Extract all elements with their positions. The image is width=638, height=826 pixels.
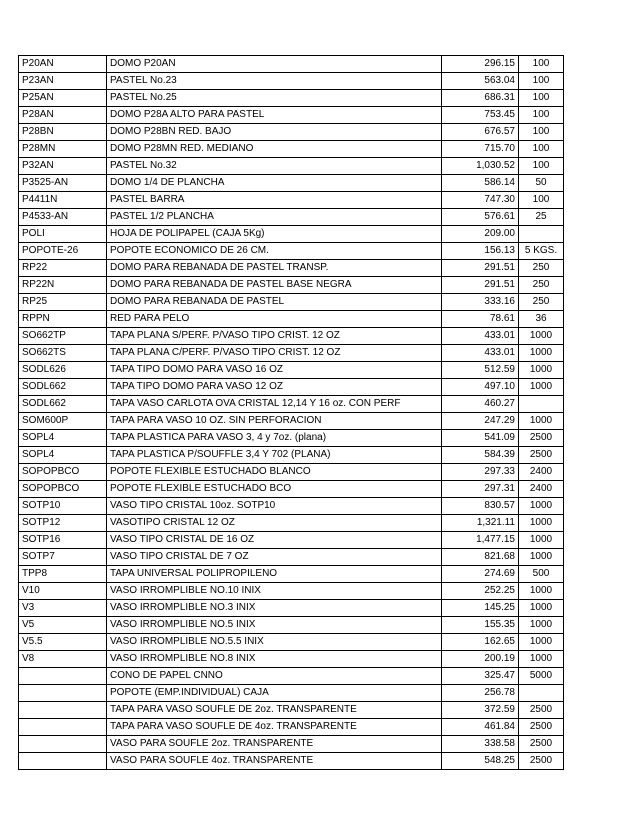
product-quantity-cell: 5000 [519, 668, 564, 685]
product-price-cell: 461.84 [442, 719, 519, 736]
product-quantity-cell: 100 [519, 90, 564, 107]
table-row [19, 634, 564, 651]
product-price-cell: 200.19 [442, 651, 519, 668]
table-row [19, 515, 564, 532]
product-price-cell: 78.61 [442, 311, 519, 328]
product-description-cell: TAPA PARA VASO SOUFLE DE 4oz. TRANSPARENTE [107, 719, 442, 736]
product-code-cell: SOTP7 [19, 549, 107, 566]
product-code-cell: RPPN [19, 311, 107, 328]
product-description-cell: VASO IRROMPLIBLE NO.8 INIX [107, 651, 442, 668]
product-quantity-cell: 1000 [519, 651, 564, 668]
product-code-cell: SODL662 [19, 379, 107, 396]
table-row [19, 379, 564, 396]
table-row [19, 226, 564, 243]
product-description-cell: VASO TIPO CRISTAL 10oz. SOTP10 [107, 498, 442, 515]
product-description-cell: PASTEL 1/2 PLANCHA [107, 209, 442, 226]
product-quantity-cell: 1000 [519, 532, 564, 549]
product-quantity-cell: 5 KGS. [519, 243, 564, 260]
table-row [19, 532, 564, 549]
product-price-cell: 333.16 [442, 294, 519, 311]
product-price-cell: 372.59 [442, 702, 519, 719]
table-row [19, 413, 564, 430]
product-description-cell: POPOTE FLEXIBLE ESTUCHADO BCO [107, 481, 442, 498]
product-price-cell: 548.25 [442, 753, 519, 770]
product-description-cell: POPOTE (EMP.INDIVIDUAL) CAJA [107, 685, 442, 702]
product-description-cell: VASO IRROMPLIBLE NO.5 INIX [107, 617, 442, 634]
product-code-cell: SOPOPBCO [19, 481, 107, 498]
product-quantity-cell: 1000 [519, 345, 564, 362]
product-price-cell: 753.45 [442, 107, 519, 124]
product-quantity-cell: 100 [519, 141, 564, 158]
product-price-cell: 686.31 [442, 90, 519, 107]
product-description-cell: TAPA PLANA C/PERF. P/VASO TIPO CRIST. 12 OZ [107, 345, 442, 362]
product-quantity-cell: 100 [519, 107, 564, 124]
product-quantity-cell: 100 [519, 124, 564, 141]
product-code-cell: SOM600P [19, 413, 107, 430]
product-code-cell: P4533-AN [19, 209, 107, 226]
product-code-cell: RP25 [19, 294, 107, 311]
product-price-cell: 247.29 [442, 413, 519, 430]
product-quantity-cell: 1000 [519, 413, 564, 430]
table-row [19, 583, 564, 600]
table-row [19, 447, 564, 464]
product-quantity-cell: 500 [519, 566, 564, 583]
product-price-cell: 291.51 [442, 277, 519, 294]
table-row [19, 175, 564, 192]
product-quantity-cell: 2500 [519, 447, 564, 464]
product-quantity-cell: 250 [519, 277, 564, 294]
table-row [19, 600, 564, 617]
product-code-cell [19, 719, 107, 736]
product-quantity-cell: 1000 [519, 634, 564, 651]
product-description-cell: VASO PARA SOUFLE 2oz. TRANSPARENTE [107, 736, 442, 753]
product-quantity-cell: 100 [519, 158, 564, 175]
product-description-cell: TAPA PARA VASO SOUFLE DE 2oz. TRANSPARENTE [107, 702, 442, 719]
product-price-cell: 155.35 [442, 617, 519, 634]
table-row [19, 192, 564, 209]
product-code-cell: RP22N [19, 277, 107, 294]
product-description-cell: TAPA TIPO DOMO PARA VASO 16 OZ [107, 362, 442, 379]
product-price-cell: 512.59 [442, 362, 519, 379]
product-price-cell: 460.27 [442, 396, 519, 413]
product-price-cell: 676.57 [442, 124, 519, 141]
table-row [19, 651, 564, 668]
product-quantity-cell: 1000 [519, 583, 564, 600]
product-quantity-cell: 1000 [519, 498, 564, 515]
table-row [19, 124, 564, 141]
product-description-cell: TAPA PLASTICA P/SOUFFLE 3,4 Y 702 (PLANA) [107, 447, 442, 464]
product-description-cell: VASO IRROMPLIBLE NO.5.5 INIX [107, 634, 442, 651]
product-code-cell: POPOTE-26 [19, 243, 107, 260]
product-description-cell: VASO TIPO CRISTAL DE 7 OZ [107, 549, 442, 566]
product-code-cell: P20AN [19, 56, 107, 73]
product-description-cell: VASOTIPO CRISTAL 12 OZ [107, 515, 442, 532]
table-row [19, 549, 564, 566]
product-price-cell: 252.25 [442, 583, 519, 600]
table-row [19, 158, 564, 175]
product-code-cell: P28MN [19, 141, 107, 158]
product-description-cell: HOJA DE POLIPAPEL (CAJA 5Kg) [107, 226, 442, 243]
product-code-cell: SOPL4 [19, 447, 107, 464]
table-row [19, 481, 564, 498]
product-code-cell: V5.5 [19, 634, 107, 651]
product-price-cell: 715.70 [442, 141, 519, 158]
product-description-cell: CONO DE PAPEL CNNO [107, 668, 442, 685]
product-price-cell: 1,321.11 [442, 515, 519, 532]
product-code-cell: SODL662 [19, 396, 107, 413]
product-code-cell: RP22 [19, 260, 107, 277]
product-quantity-cell: 2400 [519, 481, 564, 498]
product-price-cell: 156.13 [442, 243, 519, 260]
table-row [19, 209, 564, 226]
table-row [19, 294, 564, 311]
product-description-cell: DOMO PARA REBANADA DE PASTEL [107, 294, 442, 311]
product-quantity-cell: 2500 [519, 719, 564, 736]
product-description-cell: TAPA VASO CARLOTA OVA CRISTAL 12,14 Y 16 oz. CON PERF [107, 396, 442, 413]
product-quantity-cell: 50 [519, 175, 564, 192]
table-row [19, 430, 564, 447]
product-price-cell: 433.01 [442, 328, 519, 345]
product-price-cell: 586.14 [442, 175, 519, 192]
product-description-cell: VASO IRROMPLIBLE NO.10 INIX [107, 583, 442, 600]
product-description-cell: DOMO P28A ALTO PARA PASTEL [107, 107, 442, 124]
product-code-cell: SO662TP [19, 328, 107, 345]
product-price-cell: 563.04 [442, 73, 519, 90]
product-price-cell: 541.09 [442, 430, 519, 447]
product-price-cell: 297.31 [442, 481, 519, 498]
product-description-cell: DOMO 1/4 DE PLANCHA [107, 175, 442, 192]
product-quantity-cell: 250 [519, 260, 564, 277]
table-row [19, 498, 564, 515]
product-quantity-cell: 100 [519, 192, 564, 209]
product-quantity-cell: 2500 [519, 430, 564, 447]
product-description-cell: DOMO P28MN RED. MEDIANO [107, 141, 442, 158]
product-description-cell: RED PARA PELO [107, 311, 442, 328]
table-row [19, 566, 564, 583]
product-description-cell: PASTEL No.25 [107, 90, 442, 107]
product-description-cell: DOMO PARA REBANADA DE PASTEL BASE NEGRA [107, 277, 442, 294]
product-price-cell: 291.51 [442, 260, 519, 277]
product-quantity-cell: 100 [519, 56, 564, 73]
product-price-cell: 747.30 [442, 192, 519, 209]
product-price-cell: 1,477.15 [442, 532, 519, 549]
product-quantity-cell: 2500 [519, 736, 564, 753]
product-description-cell: VASO IRROMPLIBLE NO.3 INIX [107, 600, 442, 617]
product-description-cell: VASO TIPO CRISTAL DE 16 OZ [107, 532, 442, 549]
product-quantity-cell: 2500 [519, 702, 564, 719]
product-description-cell: TAPA UNIVERSAL POLIPROPILENO [107, 566, 442, 583]
table-row [19, 141, 564, 158]
table-row [19, 617, 564, 634]
product-price-cell: 209.00 [442, 226, 519, 243]
product-description-cell: VASO PARA SOUFLE 4oz. TRANSPARENTE [107, 753, 442, 770]
product-quantity-cell: 1000 [519, 328, 564, 345]
product-quantity-cell: 1000 [519, 600, 564, 617]
table-row [19, 362, 564, 379]
product-code-cell: V3 [19, 600, 107, 617]
product-code-cell: SOPOPBCO [19, 464, 107, 481]
table-row [19, 719, 564, 736]
product-code-cell: SOPL4 [19, 430, 107, 447]
table-row [19, 73, 564, 90]
product-code-cell: TPP8 [19, 566, 107, 583]
product-description-cell: PASTEL No.32 [107, 158, 442, 175]
product-code-cell: SOTP10 [19, 498, 107, 515]
product-code-cell: POLI [19, 226, 107, 243]
product-price-cell: 821.68 [442, 549, 519, 566]
product-quantity-cell: 1000 [519, 362, 564, 379]
product-price-cell: 325.47 [442, 668, 519, 685]
product-code-cell: P28AN [19, 107, 107, 124]
product-quantity-cell [519, 396, 564, 413]
product-code-cell: P23AN [19, 73, 107, 90]
product-description-cell: PASTEL BARRA [107, 192, 442, 209]
product-code-cell [19, 753, 107, 770]
product-quantity-cell: 2400 [519, 464, 564, 481]
table-row [19, 277, 564, 294]
product-price-cell: 145.25 [442, 600, 519, 617]
product-code-cell: P4411N [19, 192, 107, 209]
product-price-cell: 1,030.52 [442, 158, 519, 175]
product-quantity-cell: 25 [519, 209, 564, 226]
product-description-cell: POPOTE ECONOMICO DE 26 CM. [107, 243, 442, 260]
product-price-cell: 576.61 [442, 209, 519, 226]
table-row [19, 464, 564, 481]
table-row [19, 107, 564, 124]
table-row [19, 753, 564, 770]
product-code-cell: SOTP12 [19, 515, 107, 532]
product-quantity-cell: 250 [519, 294, 564, 311]
product-code-cell [19, 702, 107, 719]
product-price-cell: 433.01 [442, 345, 519, 362]
product-code-cell: P28BN [19, 124, 107, 141]
table-row [19, 56, 564, 73]
product-code-cell: P25AN [19, 90, 107, 107]
table-row [19, 702, 564, 719]
product-price-cell: 830.57 [442, 498, 519, 515]
product-code-cell: V5 [19, 617, 107, 634]
product-code-cell: P32AN [19, 158, 107, 175]
product-price-cell: 584.39 [442, 447, 519, 464]
product-code-cell: SODL626 [19, 362, 107, 379]
product-quantity-cell: 100 [519, 73, 564, 90]
product-price-cell: 497.10 [442, 379, 519, 396]
product-price-cell: 297.33 [442, 464, 519, 481]
table-row [19, 260, 564, 277]
product-quantity-cell: 1000 [519, 379, 564, 396]
product-quantity-cell: 36 [519, 311, 564, 328]
product-code-cell [19, 736, 107, 753]
table-row [19, 345, 564, 362]
product-description-cell: PASTEL No.23 [107, 73, 442, 90]
product-code-cell [19, 685, 107, 702]
product-quantity-cell: 1000 [519, 617, 564, 634]
product-description-cell: POPOTE FLEXIBLE ESTUCHADO BLANCO [107, 464, 442, 481]
table-row [19, 311, 564, 328]
product-quantity-cell [519, 226, 564, 243]
product-quantity-cell: 1000 [519, 515, 564, 532]
product-quantity-cell: 1000 [519, 549, 564, 566]
table-row [19, 685, 564, 702]
table-row [19, 328, 564, 345]
product-price-cell: 274.69 [442, 566, 519, 583]
table-row [19, 736, 564, 753]
price-list-body [19, 56, 564, 770]
product-description-cell: TAPA PLASTICA PARA VASO 3, 4 y 7oz. (plana) [107, 430, 442, 447]
product-quantity-cell [519, 685, 564, 702]
table-row [19, 668, 564, 685]
product-description-cell: DOMO P20AN [107, 56, 442, 73]
product-description-cell: TAPA TIPO DOMO PARA VASO 12 OZ [107, 379, 442, 396]
product-price-cell: 162.65 [442, 634, 519, 651]
table-row [19, 243, 564, 260]
product-code-cell: SOTP16 [19, 532, 107, 549]
table-row [19, 90, 564, 107]
table-row [19, 396, 564, 413]
product-code-cell: V8 [19, 651, 107, 668]
product-price-cell: 256.78 [442, 685, 519, 702]
product-code-cell [19, 668, 107, 685]
price-list-table [18, 55, 564, 770]
product-description-cell: DOMO PARA REBANADA DE PASTEL TRANSP. [107, 260, 442, 277]
product-code-cell: V10 [19, 583, 107, 600]
product-description-cell: TAPA PARA VASO 10 OZ. SIN PERFORACION [107, 413, 442, 430]
product-description-cell: TAPA PLANA S/PERF. P/VASO TIPO CRIST. 12 OZ [107, 328, 442, 345]
product-code-cell: SO662TS [19, 345, 107, 362]
product-price-cell: 338.58 [442, 736, 519, 753]
product-quantity-cell: 2500 [519, 753, 564, 770]
product-code-cell: P3525-AN [19, 175, 107, 192]
product-price-cell: 296.15 [442, 56, 519, 73]
product-description-cell: DOMO P28BN RED. BAJO [107, 124, 442, 141]
